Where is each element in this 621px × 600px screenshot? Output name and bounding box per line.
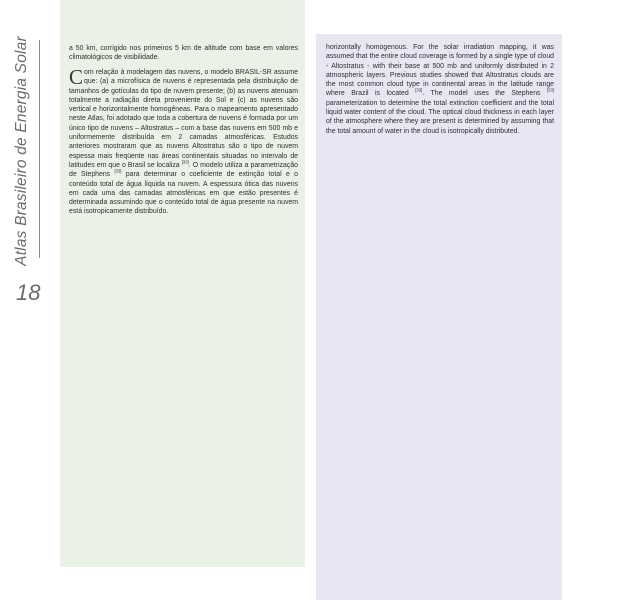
pt-paragraph-2-text-b: . O modelo utiliza a parametrização de Stephens bbox=[69, 161, 298, 179]
pt-paragraph-2-text-a: om relação à modelagem das nuvens, o modelo BRASIL-SR assume que: (a) a microfísica de nuvens é representada pela distribuição de tamanhos de gotículas do tipo de nuvem presente; (b) as nuvens atenuam totalmente a radiação direta proveniente do Sol e (c) as nuvens são vertical e horizontalmente homogêneas. Para o mapeamento apresentado neste Atlas, foi adotado que toda a cobertura de nuvens é formada por um único tipo de nuvens – Altostratus – com a base das nuvens em 500 mb e uniformemente distribuída em 2 camadas atmosféricas. Estudos anteriores mostraram que as nuvens Altostratus são o tipo de nuvem espessa mais freqüente nas áreas continentais situadas no intervalo de latitudes em que o Brasil se localiza bbox=[69, 69, 298, 169]
citation-ref: [33] bbox=[114, 168, 122, 174]
atlas-title bbox=[4, 36, 40, 266]
drop-cap: C bbox=[69, 65, 84, 89]
pt-paragraph-1: a 50 km, corrigido nos primeiros 5 km de altitude com base em valores climatológicos de visibilidade. bbox=[69, 45, 298, 62]
pt-paragraph-2-text-c: para determinar o coeficiente de extinção total e o conteúdo total de água líquida na nuvem. A espessura ótica das nuvens em cada uma das camadas atmosféricas em que estão presentes é determinada assumindo que o conteúdo total de água presente na nuvem está isotropicamente distribuído. bbox=[69, 171, 298, 216]
portuguese-column bbox=[60, 0, 305, 567]
english-column bbox=[316, 34, 562, 600]
en-paragraph bbox=[326, 43, 554, 136]
en-paragraph-text-b: . The model uses the Stephens bbox=[422, 90, 541, 98]
citation-ref: [33] bbox=[415, 88, 423, 94]
sidebar-divider bbox=[39, 40, 40, 258]
citation-ref: [33] bbox=[181, 159, 189, 165]
atlas-title-text: Atlas Brasileiro de Energia Solar bbox=[13, 36, 30, 266]
pt-paragraph-2 bbox=[69, 65, 298, 217]
en-paragraph-text-c: parameterization to determine the total extinction coefficient and the total liquid water content of the cloud. The optical cloud thickness in each layer of the atmosphere where they are present is determined by assuming that the total amount of water in the cloud is isotropically distributed. bbox=[326, 99, 554, 135]
en-paragraph-text-a: horizontally homogenous. For the solar irradiation mapping, it was assumed that the entire cloud coverage is formed by a single type of cloud - Altostratus - with their base at 500 mb and uniformly distributed in 2 atmospheric layers. Previous studies showed that Altostratus clouds are the most common cloud type in continental areas in the latitude range where Brazil is located bbox=[326, 44, 554, 98]
page-number: 18 bbox=[16, 280, 41, 305]
citation-ref: [33] bbox=[547, 88, 554, 94]
